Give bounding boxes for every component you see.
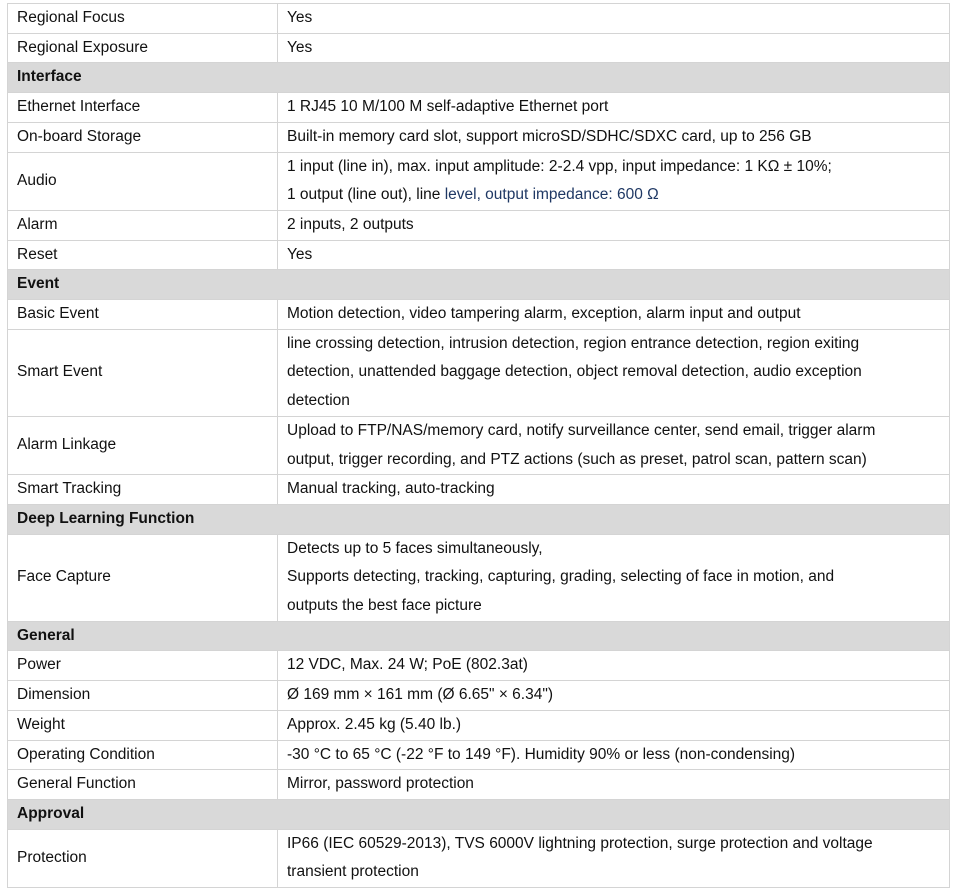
spec-value xyxy=(278,33,950,63)
spec-value-line xyxy=(287,181,940,210)
table-row xyxy=(8,300,950,330)
table-row xyxy=(8,710,950,740)
table-row xyxy=(8,770,950,800)
spec-table-body xyxy=(8,4,950,888)
spec-value-line: line crossing detection, intrusion detection, region entrance detection, region exiting xyxy=(287,334,860,352)
spec-value-line: Upload to FTP/NAS/memory card, notify surveillance center, send email, trigger alarm xyxy=(287,421,876,439)
spec-label: General Function xyxy=(8,770,278,800)
section-header xyxy=(8,504,950,534)
table-row xyxy=(8,240,950,270)
spec-value-line: Yes xyxy=(287,38,313,56)
table-row xyxy=(8,33,950,63)
spec-value xyxy=(278,534,950,621)
spec-label: Smart Tracking xyxy=(8,475,278,505)
spec-value xyxy=(278,740,950,770)
section-title: Deep Learning Function xyxy=(8,504,950,534)
spec-value xyxy=(278,416,950,474)
spec-label: Basic Event xyxy=(8,300,278,330)
spec-label: Reset xyxy=(8,240,278,270)
spec-value-line: detection, unattended baggage detection, object removal detection, audio exception xyxy=(287,363,862,381)
spec-value xyxy=(278,93,950,123)
spec-value-line: Manual tracking, auto-tracking xyxy=(287,480,495,498)
spec-label: Audio xyxy=(8,152,278,210)
spec-value-line: Approx. 2.45 kg (5.40 lb.) xyxy=(287,715,462,733)
table-row xyxy=(8,122,950,152)
spec-label: Face Capture xyxy=(8,534,278,621)
spec-value-line: output, trigger recording, and PTZ actions (such as preset, patrol scan, pattern scan) xyxy=(287,450,867,468)
spec-value-line: IP66 (IEC 60529-2013), TVS 6000V lightning protection, surge protection and voltage xyxy=(287,834,873,852)
spec-value-line: Detects up to 5 faces simultaneously, xyxy=(287,539,543,557)
spec-value-line: Yes xyxy=(287,9,313,26)
table-row xyxy=(8,329,950,416)
spec-value xyxy=(278,300,950,330)
section-header xyxy=(8,270,950,300)
spec-value-line: 1 input (line in), max. input amplitude: 2-2.4 vpp, input impedance: 1 KΩ ± 10%; xyxy=(287,157,832,175)
spec-value-line: 2 inputs, 2 outputs xyxy=(287,215,414,233)
section-header xyxy=(8,63,950,93)
table-row xyxy=(8,210,950,240)
spec-label: Power xyxy=(8,651,278,681)
table-row xyxy=(8,4,950,34)
spec-table xyxy=(7,3,950,888)
table-row xyxy=(8,740,950,770)
table-row xyxy=(8,152,950,210)
spec-value-line: outputs the best face picture xyxy=(287,597,482,615)
spec-value-line: detection xyxy=(287,392,350,410)
spec-label: Alarm Linkage xyxy=(8,416,278,474)
spec-value xyxy=(278,710,950,740)
spec-value-line: Ø 169 mm × 161 mm (Ø 6.65" × 6.34") xyxy=(287,686,554,704)
spec-value-line: 12 VDC, Max. 24 W; PoE (802.3at) xyxy=(287,656,528,674)
spec-value-line: Motion detection, video tampering alarm, exception, alarm input and output xyxy=(287,305,801,323)
spec-value xyxy=(278,475,950,505)
spec-value-line: -30 °C to 65 °C (-22 °F to 149 °F). Humidity 90% or less (non-condensing) xyxy=(287,745,796,763)
spec-value-line: 1 RJ45 10 M/100 M self-adaptive Ethernet port xyxy=(287,98,609,116)
spec-value-line: Yes xyxy=(287,245,313,263)
section-title: Approval xyxy=(8,799,950,829)
section-title: General xyxy=(8,621,950,651)
table-row xyxy=(8,475,950,505)
spec-label: Regional Exposure xyxy=(8,33,278,63)
spec-value xyxy=(278,770,950,800)
spec-value-line: transient protection xyxy=(287,863,419,881)
spec-label: Smart Event xyxy=(8,329,278,416)
spec-label: Dimension xyxy=(8,681,278,711)
spec-value xyxy=(278,122,950,152)
section-header xyxy=(8,621,950,651)
spec-label: Ethernet Interface xyxy=(8,93,278,123)
spec-value xyxy=(278,329,950,416)
spec-label: Regional Focus xyxy=(8,4,278,34)
section-title: Interface xyxy=(8,63,950,93)
spec-value-highlighted-text: level, output impedance: 600 Ω xyxy=(444,186,659,204)
spec-value xyxy=(278,240,950,270)
spec-value xyxy=(278,4,950,34)
spec-label: Protection xyxy=(8,829,278,887)
table-row xyxy=(8,681,950,711)
table-row xyxy=(8,534,950,621)
table-row xyxy=(8,93,950,123)
section-title: Event xyxy=(8,270,950,300)
section-header xyxy=(8,799,950,829)
spec-value-line: Mirror, password protection xyxy=(287,775,474,793)
spec-value xyxy=(278,651,950,681)
spec-value xyxy=(278,210,950,240)
spec-value-text: 1 output (line out), line xyxy=(287,186,445,204)
table-row xyxy=(8,651,950,681)
spec-value xyxy=(278,152,950,210)
spec-value xyxy=(278,681,950,711)
spec-label: Alarm xyxy=(8,210,278,240)
spec-label: Weight xyxy=(8,710,278,740)
spec-value-line: Supports detecting, tracking, capturing, grading, selecting of face in motion, and xyxy=(287,568,835,586)
spec-label: On-board Storage xyxy=(8,122,278,152)
table-row xyxy=(8,416,950,474)
spec-value-line: Built-in memory card slot, support microSD/SDHC/SDXC card, up to 256 GB xyxy=(287,127,812,145)
spec-label: Operating Condition xyxy=(8,740,278,770)
